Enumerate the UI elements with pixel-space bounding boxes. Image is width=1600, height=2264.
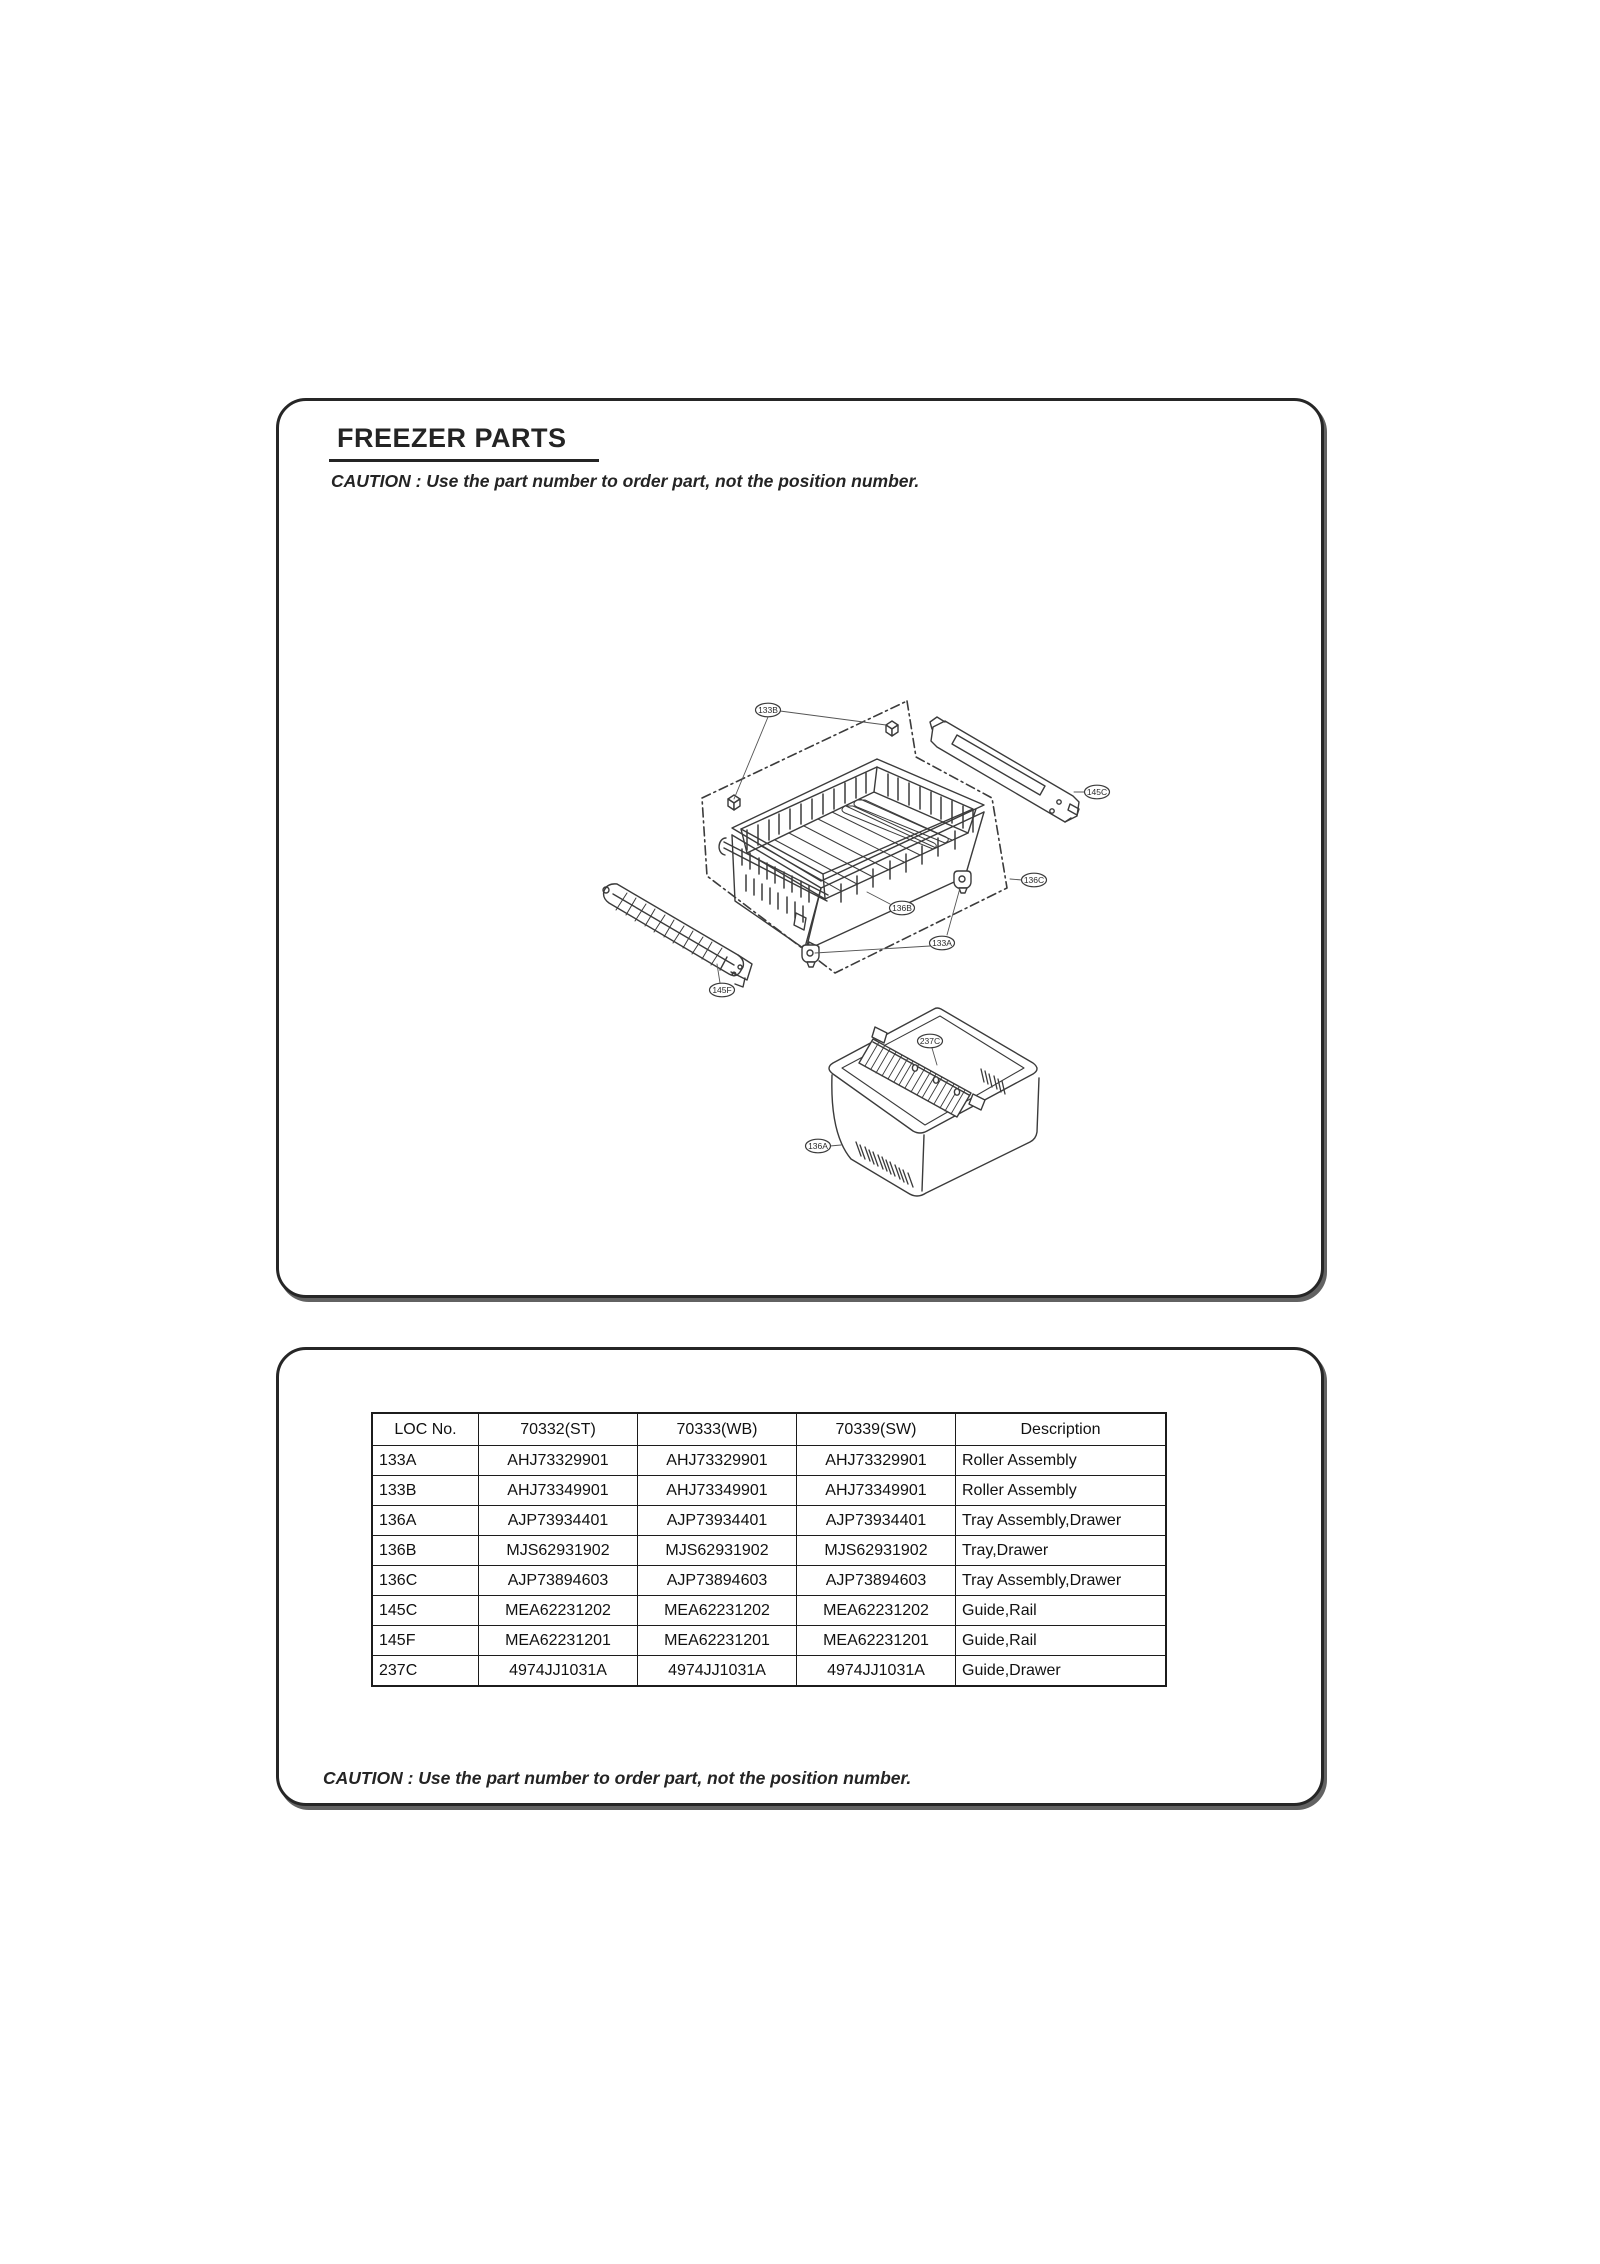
header-model-70339: 70339(SW) (797, 1413, 956, 1446)
callout-136b (890, 901, 915, 915)
table-row (372, 1566, 1166, 1596)
callout-237c-label: 237C (919, 1036, 941, 1046)
caution-note-bottom: CAUTION : Use the part number to order part, not the position number. (323, 1768, 912, 1788)
callout-145f-label: 145F (712, 985, 732, 995)
cell-description: Tray Assembly,Drawer (956, 1506, 1167, 1536)
freezer-parts-panel (276, 398, 1324, 1298)
cell-part-number: AJP73894603 (638, 1566, 797, 1596)
table-row (372, 1476, 1166, 1506)
cell-part-number: AJP73894603 (479, 1566, 638, 1596)
cell-part-number: MJS62931902 (479, 1536, 638, 1566)
cell-part-number: AHJ73349901 (638, 1476, 797, 1506)
cell-loc: 136C (372, 1566, 479, 1596)
page-title: FREEZER PARTS (329, 423, 599, 462)
callout-133a-label: 133A (932, 938, 952, 948)
cell-part-number: MEA62231201 (638, 1626, 797, 1656)
cell-part-number: MEA62231202 (797, 1596, 956, 1626)
callout-237c (918, 1034, 943, 1048)
parts-table (371, 1412, 1167, 1687)
table-row (372, 1506, 1166, 1536)
callout-133a (930, 936, 955, 950)
cell-loc: 133A (372, 1446, 479, 1476)
cell-part-number: AHJ73329901 (479, 1446, 638, 1476)
cell-part-number: AHJ73329901 (638, 1446, 797, 1476)
table-row (372, 1596, 1166, 1626)
callout-145c-label: 145C (1086, 787, 1108, 797)
cell-part-number: AJP73934401 (638, 1506, 797, 1536)
cell-part-number: AHJ73329901 (797, 1446, 956, 1476)
header-model-70333: 70333(WB) (638, 1413, 797, 1446)
parts-table-panel (276, 1347, 1324, 1806)
table-header-row (372, 1413, 1166, 1446)
callout-136a (806, 1139, 831, 1153)
header-loc-no: LOC No. (372, 1413, 479, 1446)
cell-description: Guide,Rail (956, 1596, 1167, 1626)
cell-part-number: 4974JJ1031A (797, 1656, 956, 1687)
drawer-tray-drawing (719, 759, 984, 959)
cell-part-number: 4974JJ1031A (479, 1656, 638, 1687)
callout-136b-label: 136B (892, 903, 912, 913)
cell-loc: 237C (372, 1656, 479, 1687)
cell-part-number: MEA62231201 (797, 1626, 956, 1656)
cell-part-number: AJP73894603 (797, 1566, 956, 1596)
cell-description: Roller Assembly (956, 1446, 1167, 1476)
guide-rail-145f-drawing (603, 884, 752, 987)
cell-part-number: 4974JJ1031A (638, 1656, 797, 1687)
cell-part-number: AHJ73349901 (797, 1476, 956, 1506)
cell-description: Guide,Rail (956, 1626, 1167, 1656)
callout-136a-label: 136A (808, 1141, 828, 1151)
cell-part-number: MEA62231202 (479, 1596, 638, 1626)
cell-part-number: MEA62231202 (638, 1596, 797, 1626)
callout-136c (1022, 873, 1047, 887)
cell-loc: 136A (372, 1506, 479, 1536)
cell-part-number: AHJ73349901 (479, 1476, 638, 1506)
callout-133b (756, 703, 781, 717)
header-model-70332: 70332(ST) (479, 1413, 638, 1446)
caution-note-top: CAUTION : Use the part number to order part, not the position number. (331, 471, 920, 491)
cell-part-number: MJS62931902 (797, 1536, 956, 1566)
cell-description: Guide,Drawer (956, 1656, 1167, 1687)
table-row (372, 1446, 1166, 1476)
cell-description: Tray Assembly,Drawer (956, 1566, 1167, 1596)
cell-part-number: MEA62231201 (479, 1626, 638, 1656)
callout-133b-label: 133B (758, 705, 778, 715)
table-row (372, 1656, 1166, 1687)
cell-loc: 133B (372, 1476, 479, 1506)
exploded-parts-diagram (279, 401, 1321, 1295)
cell-part-number: MJS62931902 (638, 1536, 797, 1566)
cell-description: Tray,Drawer (956, 1536, 1167, 1566)
header-description: Description (956, 1413, 1167, 1446)
table-row (372, 1536, 1166, 1566)
cell-loc: 145F (372, 1626, 479, 1656)
callout-145f (710, 983, 735, 997)
cell-loc: 136B (372, 1536, 479, 1566)
callout-136c-label: 136C (1023, 875, 1045, 885)
cell-part-number: AJP73934401 (479, 1506, 638, 1536)
callout-145c (1085, 785, 1110, 799)
table-row (372, 1626, 1166, 1656)
cell-loc: 145C (372, 1596, 479, 1626)
cell-description: Roller Assembly (956, 1476, 1167, 1506)
cell-part-number: AJP73934401 (797, 1506, 956, 1536)
